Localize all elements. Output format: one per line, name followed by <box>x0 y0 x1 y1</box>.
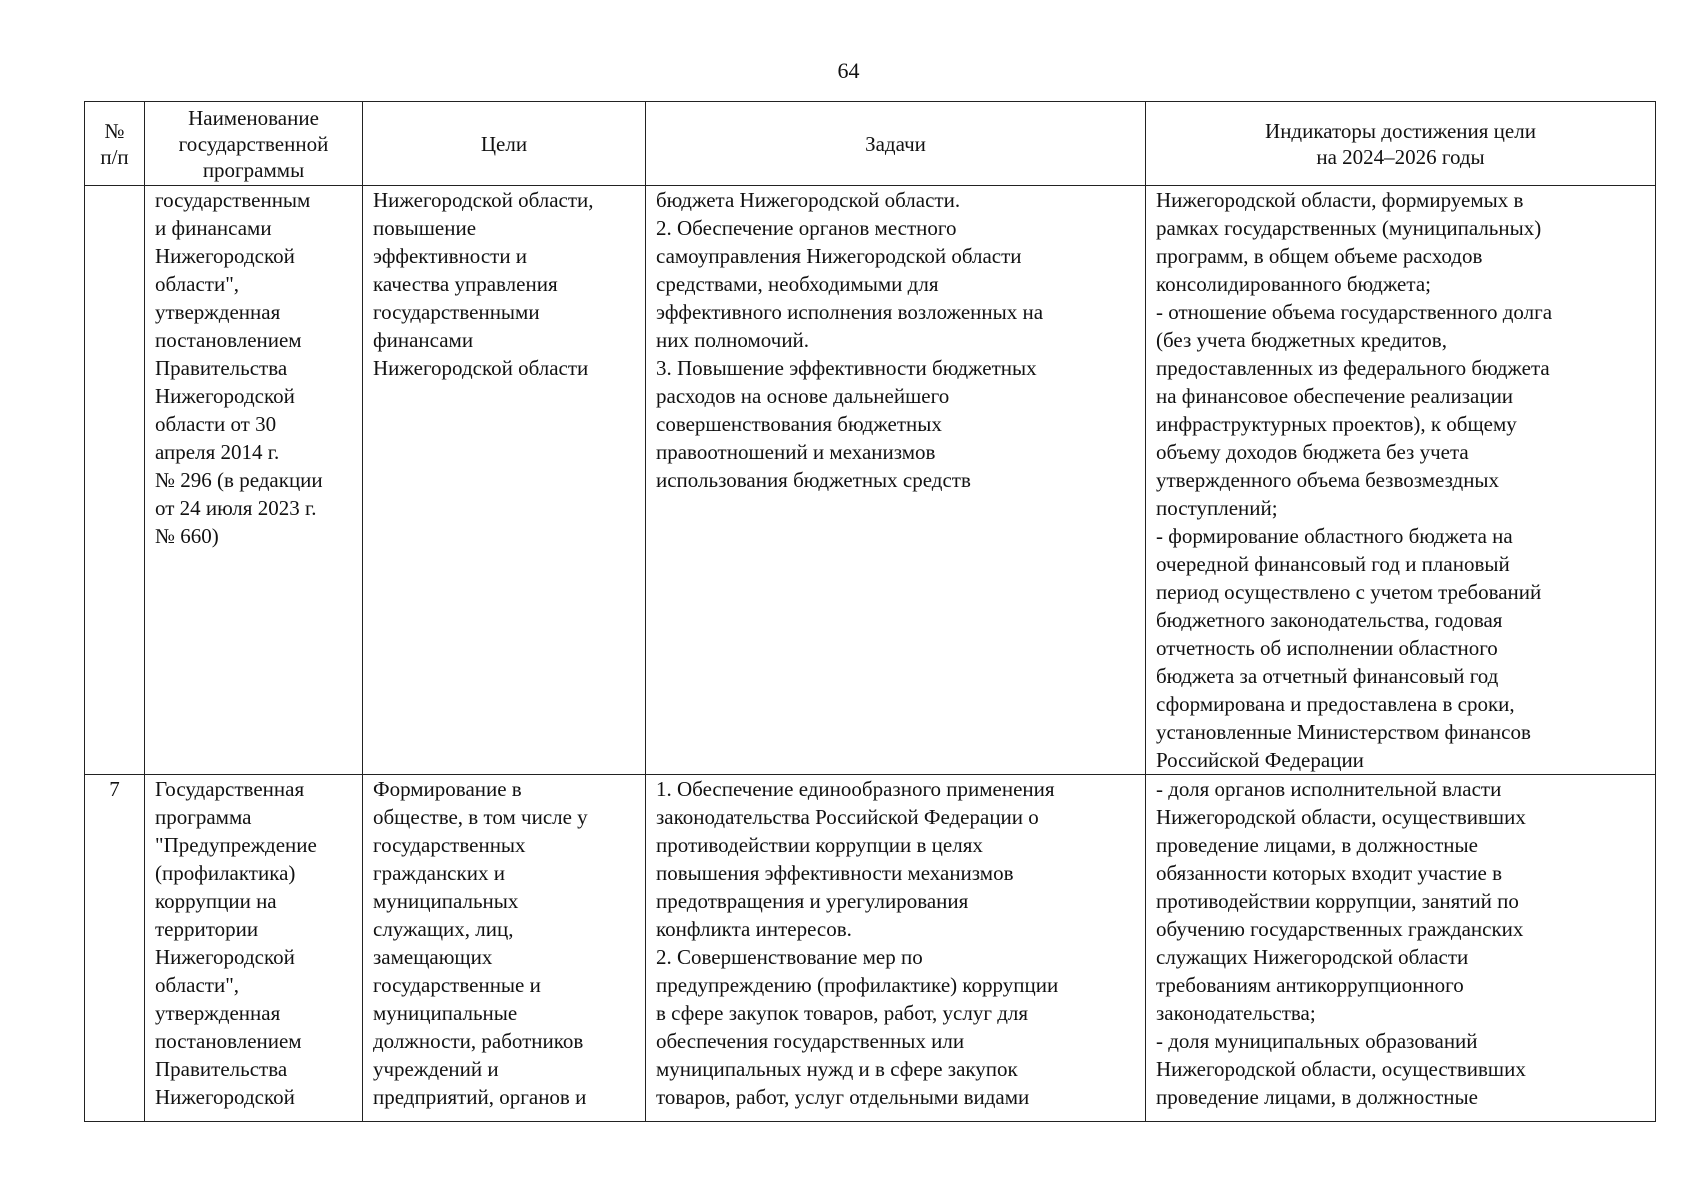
cell-line: постановлением <box>155 1029 302 1053</box>
header-indicators-line: на 2024–2026 годы <box>1316 144 1485 169</box>
cell-line: обществе, в том числе у <box>373 805 588 829</box>
cell-line: области", <box>155 272 240 296</box>
cell-line: проведение лицами, в должностные <box>1156 833 1478 857</box>
cell-line: поступлений; <box>1156 496 1278 520</box>
cell-line: эффективного исполнения возложенных на <box>656 300 1044 324</box>
cell-line: конфликта интересов. <box>656 917 852 941</box>
header-goals: Цели <box>363 102 646 186</box>
header-tasks: Задачи <box>646 102 1146 186</box>
cell-line: муниципальных <box>373 889 519 913</box>
cell-line: Правительства <box>155 1057 288 1081</box>
header-indicators-line: Индикаторы достижения цели <box>1265 118 1536 143</box>
cell-goals <box>363 775 646 1122</box>
header-number-line: № <box>104 118 125 143</box>
cell-line: - отношение объема государственного долга <box>1156 300 1553 324</box>
cell-tasks <box>646 186 1146 775</box>
cell-line: Нижегородской области <box>373 356 589 380</box>
cell-line: Государственная <box>155 777 305 801</box>
cell-line: и финансами <box>155 216 272 240</box>
cell-line: территории <box>155 917 259 941</box>
cell-line: инфраструктурных проектов), к общему <box>1156 412 1517 436</box>
cell-line: 3. Повышение эффективности бюджетных <box>656 356 1037 380</box>
cell-line: бюджета за отчетный финансовый год <box>1156 664 1499 688</box>
cell-line: правоотношений и механизмов <box>656 440 936 464</box>
cell-line: 2. Совершенствование мер по <box>656 945 923 969</box>
cell-line: самоуправления Нижегородской области <box>656 244 1022 268</box>
cell-line: бюджетного законодательства, годовая <box>1156 608 1503 632</box>
cell-line: Российской Федерации <box>1156 748 1364 772</box>
cell-line: Нижегородской <box>155 945 295 969</box>
cell-line: финансами <box>373 328 474 352</box>
cell-line: товаров, работ, услуг отдельными видами <box>656 1085 1030 1109</box>
cell-line: № 660) <box>155 524 219 548</box>
cell-line: утвержденная <box>155 300 281 324</box>
cell-line: служащих, лиц, <box>373 917 514 941</box>
cell-line: обеспечения государственных или <box>656 1029 965 1053</box>
cell-line: эффективности и <box>373 244 528 268</box>
cell-line: области от 30 <box>155 412 277 436</box>
cell-line: 1. Обеспечение единообразного применения <box>656 777 1055 801</box>
cell-line: муниципальные <box>373 1001 518 1025</box>
cell-line: противодействии коррупции, занятий по <box>1156 889 1519 913</box>
header-program-line: программы <box>202 157 305 182</box>
cell-line: учреждений и <box>373 1057 499 1081</box>
cell-line: № 296 (в редакции <box>155 468 323 492</box>
cell-line: отчетность об исполнении областного <box>1156 636 1498 660</box>
cell-line: Нижегородской области, осуществивших <box>1156 1057 1526 1081</box>
cell-line: государственными <box>373 300 540 324</box>
cell-line: совершенствования бюджетных <box>656 412 942 436</box>
cell-line: Нижегородской <box>155 244 295 268</box>
cell-line: утвержденного объема безвозмездных <box>1156 468 1500 492</box>
cell-line: государственным <box>155 188 311 212</box>
cell-line: Нижегородской области, осуществивших <box>1156 805 1526 829</box>
cell-line: - доля муниципальных образований <box>1156 1029 1478 1053</box>
cell-line: утвержденная <box>155 1001 281 1025</box>
cell-line: средствами, необходимыми для <box>656 272 939 296</box>
row-number: 7 <box>85 775 145 1122</box>
cell-line: предотвращения и урегулирования <box>656 889 969 913</box>
cell-line: предоставленных из федерального бюджета <box>1156 356 1550 380</box>
cell-line: Нижегородской <box>155 1085 295 1109</box>
cell-line: области", <box>155 973 240 997</box>
cell-line: на финансовое обеспечение реализации <box>1156 384 1514 408</box>
cell-program <box>145 186 363 775</box>
cell-line: от 24 июля 2023 г. <box>155 496 317 520</box>
cell-line: (профилактика) <box>155 861 296 885</box>
cell-goals <box>363 186 646 775</box>
cell-line: служащих Нижегородской области <box>1156 945 1469 969</box>
cell-line: период осуществлено с учетом требований <box>1156 580 1542 604</box>
cell-line: требованиям антикоррупционного <box>1156 973 1464 997</box>
header-number-line: п/п <box>100 144 129 169</box>
cell-line: повышения эффективности механизмов <box>656 861 1014 885</box>
cell-line: программ, в общем объеме расходов <box>1156 244 1483 268</box>
cell-line: повышение <box>373 216 477 240</box>
cell-line: замещающих <box>373 945 493 969</box>
cell-line: качества управления <box>373 272 558 296</box>
cell-line: предупреждению (профилактике) коррупции <box>656 973 1059 997</box>
cell-line: законодательства; <box>1156 1001 1316 1025</box>
cell-line: (без учета бюджетных кредитов, <box>1156 328 1447 352</box>
cell-line: установленные Министерством финансов <box>1156 720 1531 744</box>
cell-indicators <box>1146 186 1656 775</box>
cell-line: них полномочий. <box>656 328 810 352</box>
cell-line: рамках государственных (муниципальных) <box>1156 216 1542 240</box>
cell-line: апреля 2014 г. <box>155 440 280 464</box>
cell-line: гражданских и <box>373 861 505 885</box>
cell-line: противодействии коррупции в целях <box>656 833 983 857</box>
programs-table <box>84 101 1656 1122</box>
cell-tasks <box>646 775 1146 1122</box>
cell-indicators <box>1146 775 1656 1122</box>
page-number: 64 <box>837 58 860 83</box>
cell-line: 2. Обеспечение органов местного <box>656 216 957 240</box>
cell-line: консолидированного бюджета; <box>1156 272 1431 296</box>
cell-line: объему доходов бюджета без учета <box>1156 440 1469 464</box>
cell-line: обязанности которых входит участие в <box>1156 861 1503 885</box>
cell-line: Нижегородской области, <box>373 188 594 212</box>
cell-line: Правительства <box>155 356 288 380</box>
table-row <box>85 186 1656 775</box>
cell-line: государственных <box>373 833 526 857</box>
header-program-line: государственной <box>178 131 329 156</box>
cell-line: коррупции на <box>155 889 277 913</box>
cell-line: государственные и <box>373 973 541 997</box>
table-header-row <box>85 102 1656 186</box>
header-number <box>85 102 145 186</box>
cell-line: Нижегородской <box>155 384 295 408</box>
cell-line: "Предупреждение <box>155 833 317 857</box>
cell-line: муниципальных нужд и в сфере закупок <box>656 1057 1018 1081</box>
cell-line: проведение лицами, в должностные <box>1156 1085 1478 1109</box>
header-indicators <box>1146 102 1656 186</box>
cell-line: - формирование областного бюджета на <box>1156 524 1513 548</box>
cell-line: - доля органов исполнительной власти <box>1156 777 1502 801</box>
cell-line: в сфере закупок товаров, работ, услуг для <box>656 1001 1029 1025</box>
table-row <box>85 775 1656 1122</box>
cell-line: Нижегородской области, формируемых в <box>1156 188 1524 212</box>
cell-line: предприятий, органов и <box>373 1085 587 1109</box>
cell-line: использования бюджетных средств <box>656 468 971 492</box>
cell-program <box>145 775 363 1122</box>
cell-line: расходов на основе дальнейшего <box>656 384 950 408</box>
cell-line: Формирование в <box>373 777 522 801</box>
cell-line: должности, работников <box>373 1029 584 1053</box>
header-program-line: Наименование <box>188 105 319 130</box>
cell-line: постановлением <box>155 328 302 352</box>
cell-line: законодательства Российской Федерации о <box>656 805 1039 829</box>
header-program-name <box>145 102 363 186</box>
cell-line: сформирована и предоставлена в сроки, <box>1156 692 1515 716</box>
cell-line: обучению государственных гражданских <box>1156 917 1524 941</box>
cell-line: очередной финансовый год и плановый <box>1156 552 1510 576</box>
row-number <box>85 186 145 775</box>
cell-line: бюджета Нижегородской области. <box>656 188 961 212</box>
cell-line: программа <box>155 805 252 829</box>
